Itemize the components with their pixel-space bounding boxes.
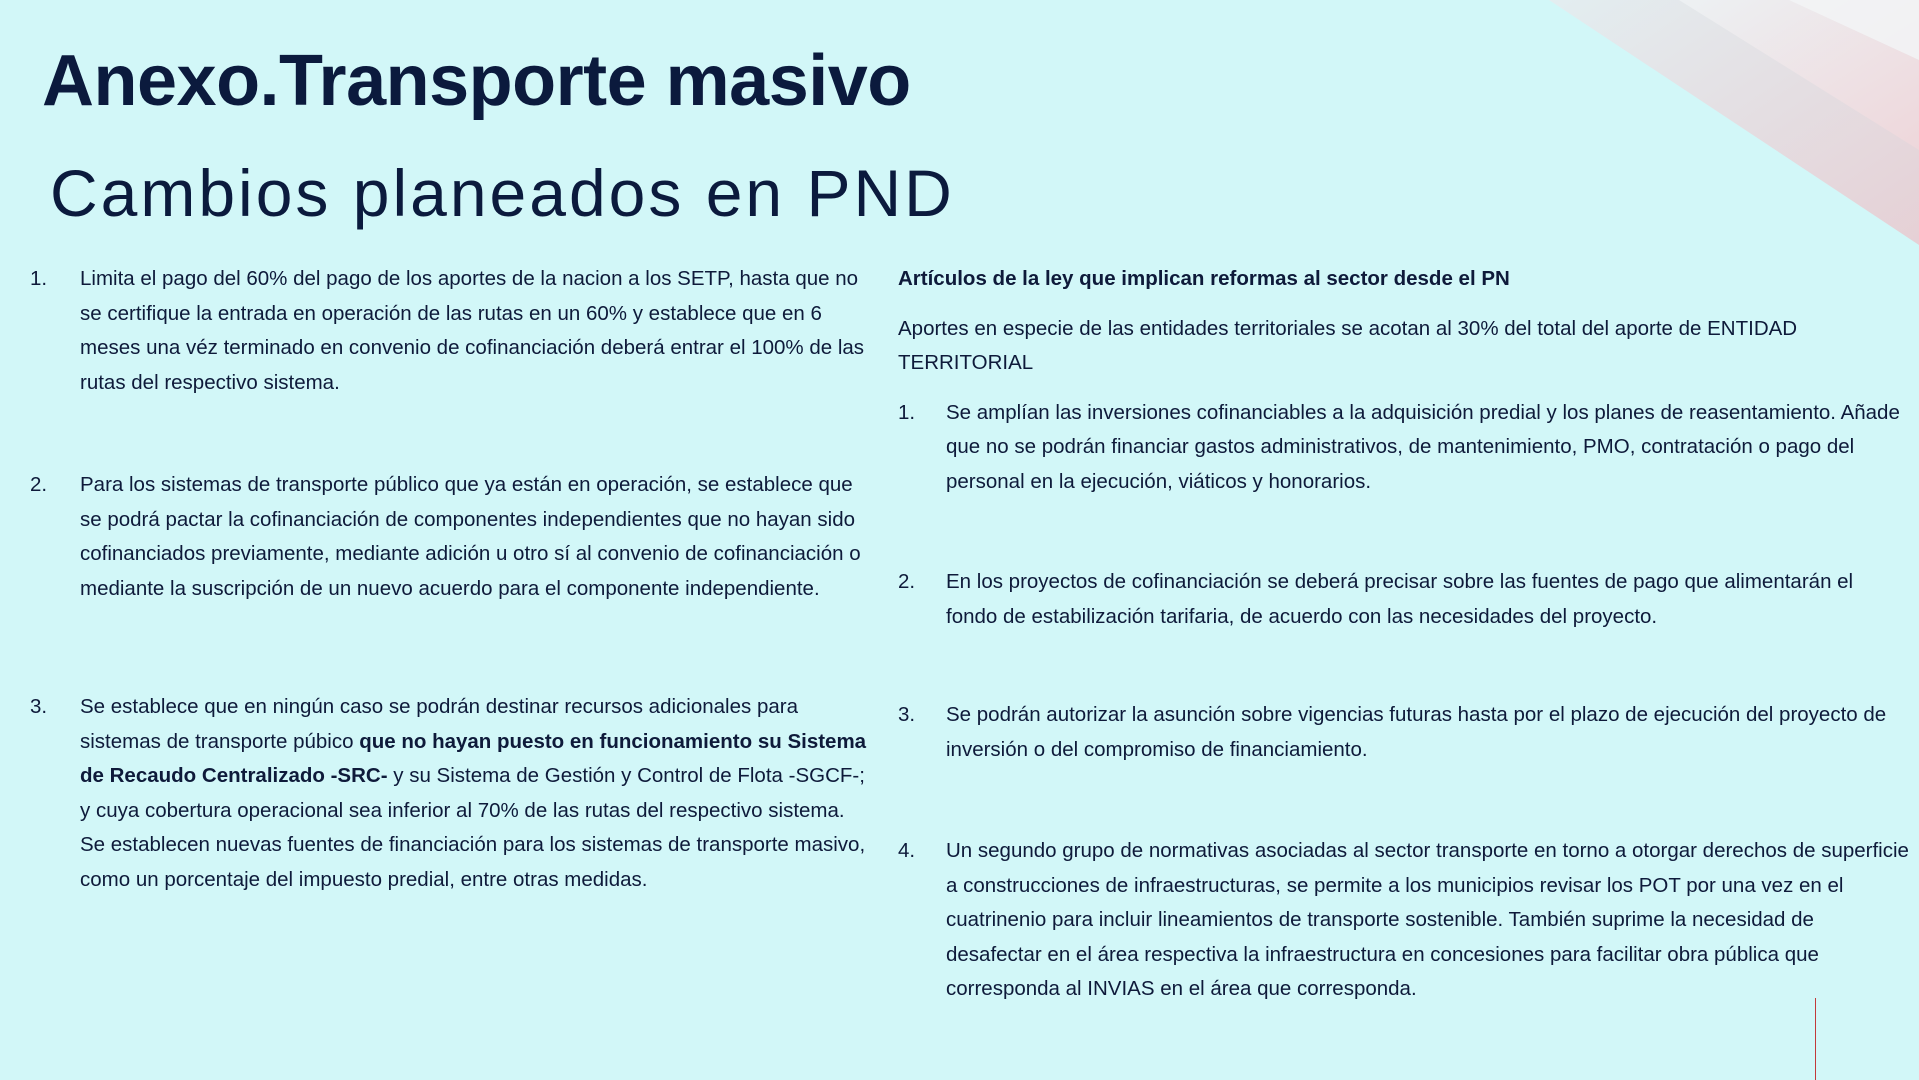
list-item [30,468,870,606]
list-number: 1. [30,267,48,290]
list-item [898,698,1910,767]
section-intro: Aportes en especie de las entidades territoriales se acotan al 30% del total del aporte de ENTIDAD TERRITORIAL [898,316,1798,374]
page-subtitle: Cambios planeados en PND [50,156,955,230]
list-text [80,695,866,891]
list-number: 1. [898,400,916,424]
list-text: Se podrán autorizar la asunción sobre vigencias futuras hasta por el plazo de ejecución del proyecto de inversión o del compromiso de financiamiento. [946,703,1887,761]
list-number: 3. [898,703,916,726]
list-number: 4. [898,839,916,862]
list-item [30,690,870,897]
list-item [898,565,1910,634]
list-text: Un segundo grupo de normativas asociadas al sector transporte en torno a otorgar derechos de superficie a construcciones de infraestructuras, se permite a los municipios revisar los POT por una vez en el cuatrinenio para incluir lineamientos de transporte sostenible. También suprime la necesidad de desafectar en el área respectiva la infraestructura en concesiones para facilitar obra pública que corresponda al INVIAS en el área que corresponda. [946,839,1909,1000]
list-text-part: y su Sistema de Gestión y Control de Flota -SGCF-; y cuya cobertura operacional sea inferior al 70% de las rutas del respectivo sistema. Se establecen nuevas fuentes de financiación para los sistemas de transporte masivo, como un porcentaje del impuesto predial, entre otras medidas. [80,764,866,891]
list-number: 2. [30,473,48,496]
list-text-part: Se establece que en ningún caso se podrán destinar recursos adicionales para sistemas de transporte púbico [80,695,798,753]
section-heading: Artículos de la ley que implican reformas al sector desde el PN [898,267,1510,290]
list-item [898,834,1910,1007]
list-number: 2. [898,570,916,593]
list-text: Se amplían las inversiones cofinanciables a la adquisición predial y los planes de reasentamiento. Añade que no se podrán financiar gastos administrativos, de mantenimiento, PMO, contratación o pago del personal en la ejecución, viáticos y honorarios. [946,400,1900,493]
right-column [898,262,1910,1007]
list-number: 3. [30,695,48,718]
page-title: Anexo.Transporte masivo [42,41,911,121]
left-column [30,262,870,897]
list-item [898,396,1910,500]
right-list [898,396,1910,1007]
left-list [30,262,870,897]
list-text: En los proyectos de cofinanciación se deberá precisar sobre las fuentes de pago que alimentarán el fondo de estabilización tarifaria, de acuerdo con las necesidades del proyecto. [946,570,1854,628]
list-text: Para los sistemas de transporte público que ya están en operación, se establece que se podrá pactar la cofinanciación de componentes independientes que no hayan sido cofinanciados previamente, mediante adición u otro sí al convenio de cofinanciación o mediante la suscripción de un nuevo acuerdo para el componente independiente. [80,473,861,600]
list-text: Limita el pago del 60% del pago de los aportes de la nacion a los SETP, hasta que no se certifique la entrada en operación de las rutas en un 60% y establece que en 6 meses una véz terminado en convenio de cofinanciación deberá entrar el 100% de las rutas del respectivo sistema. [80,267,865,394]
accent-divider-line [1815,998,1816,1080]
list-item [30,262,870,400]
corner-decoration [1489,0,1919,260]
list-text-bold: que no hayan puesto en funcionamiento su Sistema de Recaudo Centralizado -SRC- [80,729,867,787]
